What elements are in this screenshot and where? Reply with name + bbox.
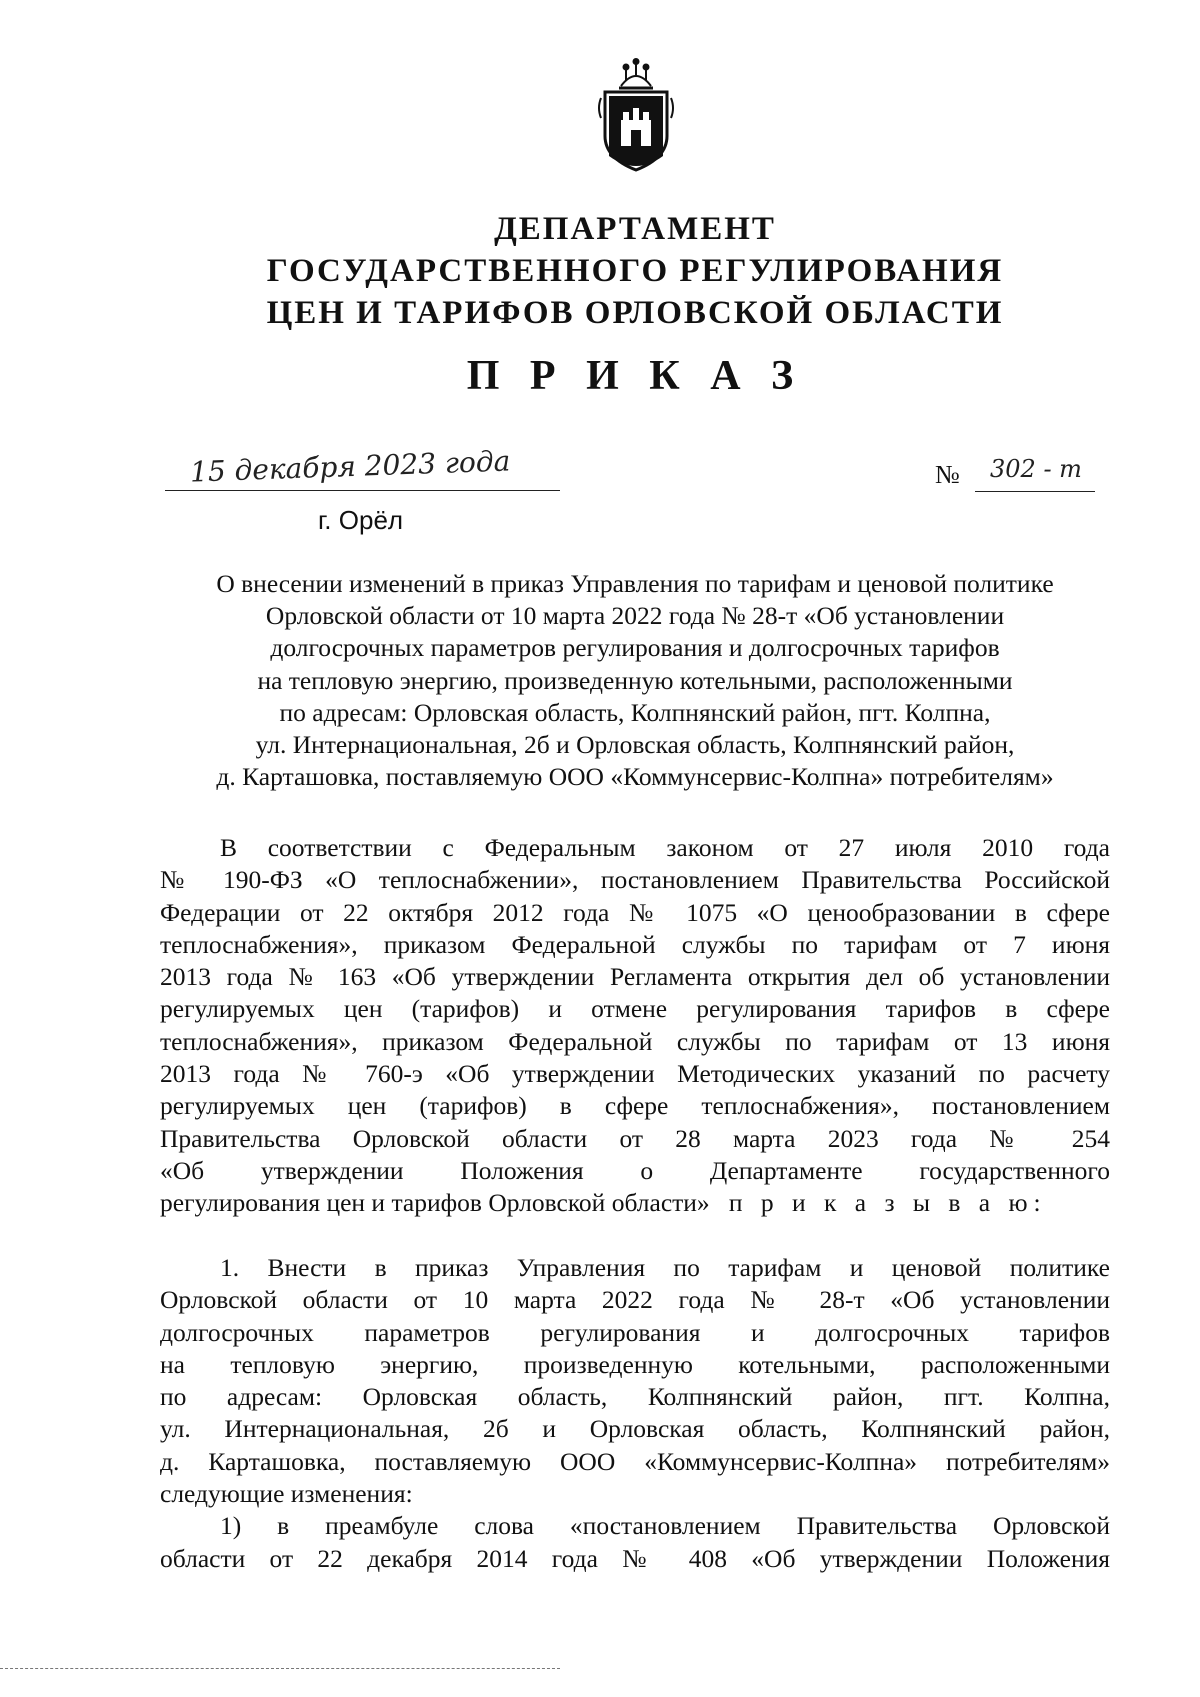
preamble-line: В соответствии с Федеральным законом от 27 июля 2010 года — [220, 833, 1110, 862]
subject-line: по адресам: Орловская область, Колпнянский район, пгт. Колпна, — [279, 697, 991, 727]
preamble-line: «Об утверждении Положения о Департаменте государственного — [160, 1155, 1110, 1185]
preamble-line: регулируемых цен (тарифов) и отмене регулирования тарифов в сфере — [160, 994, 1110, 1024]
number-label: № — [935, 460, 960, 489]
number-field — [975, 455, 1095, 492]
handwritten-date: 15 декабря 2023 года — [189, 444, 511, 489]
item-line: долгосрочных параметров регулирования и долгосрочных тарифов — [160, 1317, 1110, 1347]
preamble-line: теплоснабжения», приказом Федеральной службы по тарифам от 13 июня — [160, 1026, 1110, 1056]
preamble-line: регулирования цен и тарифов Орловской области» — [160, 1188, 710, 1218]
handwritten-number: 302 - т — [990, 455, 1082, 483]
subject-line: д. Карташовка, поставляемую ООО «Коммунсервис-Колпна» потребителям» — [216, 762, 1054, 792]
preamble-line: Федерации от 22 октября 2012 года № 1075 «О ценообразовании в сфере — [160, 897, 1110, 927]
order-word: п р и к а з ы в а ю: — [728, 1188, 1047, 1218]
item-line: по адресам: Орловская область, Колпнянский район, пгт. Колпна, — [160, 1382, 1110, 1412]
subject-line: О внесении изменений в приказ Управления по тарифам и ценовой политике — [216, 569, 1054, 598]
date-field — [165, 444, 560, 491]
preamble-line: 2013 года № 760-э «Об утверждении Методических указаний по расчету — [160, 1059, 1110, 1089]
item-line: на тепловую энергию, произведенную котельными, расположенными — [160, 1349, 1110, 1379]
item-line: Орловской области от 10 марта 2022 года № 28-т «Об установлении — [160, 1285, 1110, 1315]
preamble-line: 2013 года № 163 «Об утверждении Регламента открытия дел об установлении — [160, 962, 1110, 992]
preamble-line: регулируемых цен (тарифов) в сфере теплоснабжения», постановлением — [160, 1091, 1110, 1121]
item-line: д. Карташовка, поставляемую ООО «Коммунсервис-Колпна» потребителям» — [160, 1446, 1110, 1476]
item-line: 1) в преамбуле слова «постановлением Правительства Орловской — [220, 1511, 1110, 1541]
preamble-paragraph — [160, 832, 1110, 1220]
preamble-line: теплоснабжения», приказом Федеральной службы по тарифам от 7 июня — [160, 929, 1110, 959]
footer-divider — [0, 1668, 560, 1669]
subject-line: долгосрочных параметров регулирования и долгосрочных тарифов — [270, 633, 1000, 663]
city-name: г. Орёл — [318, 505, 404, 535]
item-1-paragraph — [160, 1252, 1110, 1575]
subject-line: Орловской области от 10 марта 2022 года № 28-т «Об установлении — [265, 601, 1005, 631]
preamble-last-line — [160, 1187, 1110, 1219]
department-name-line-3: ЦЕН И ТАРИФОВ ОРЛОВСКОЙ ОБЛАСТИ — [266, 295, 1004, 331]
department-name — [150, 208, 1120, 334]
preamble-line: № 190-ФЗ «О теплоснабжении», постановлением Правительства Российской — [160, 865, 1110, 895]
item-line: ул. Интернациональная, 2б и Орловская область, Колпнянский район, — [160, 1414, 1110, 1444]
item-line: области от 22 декабря 2014 года № 408 «Об утверждении Положения — [160, 1543, 1110, 1573]
item-line: следующие изменения: — [160, 1479, 413, 1509]
department-name-line-2: ГОСУДАРСТВЕННОГО РЕГУЛИРОВАНИЯ — [266, 253, 1004, 289]
item-line: 1. Внести в приказ Управления по тарифам и ценовой политике — [220, 1253, 1110, 1282]
preamble-line: Правительства Орловской области от 28 марта 2023 года № 254 — [160, 1123, 1110, 1153]
order-subject — [150, 568, 1120, 793]
coat-of-arms-emblem — [591, 58, 681, 178]
document-type-title: П Р И К А З — [466, 353, 804, 399]
department-name-line-1: ДЕПАРТАМЕНТ — [494, 211, 776, 247]
subject-line: на тепловую энергию, произведенную котельными, расположенными — [257, 665, 1013, 695]
subject-line: ул. Интернациональная, 2б и Орловская область, Колпнянский район, — [255, 730, 1015, 760]
